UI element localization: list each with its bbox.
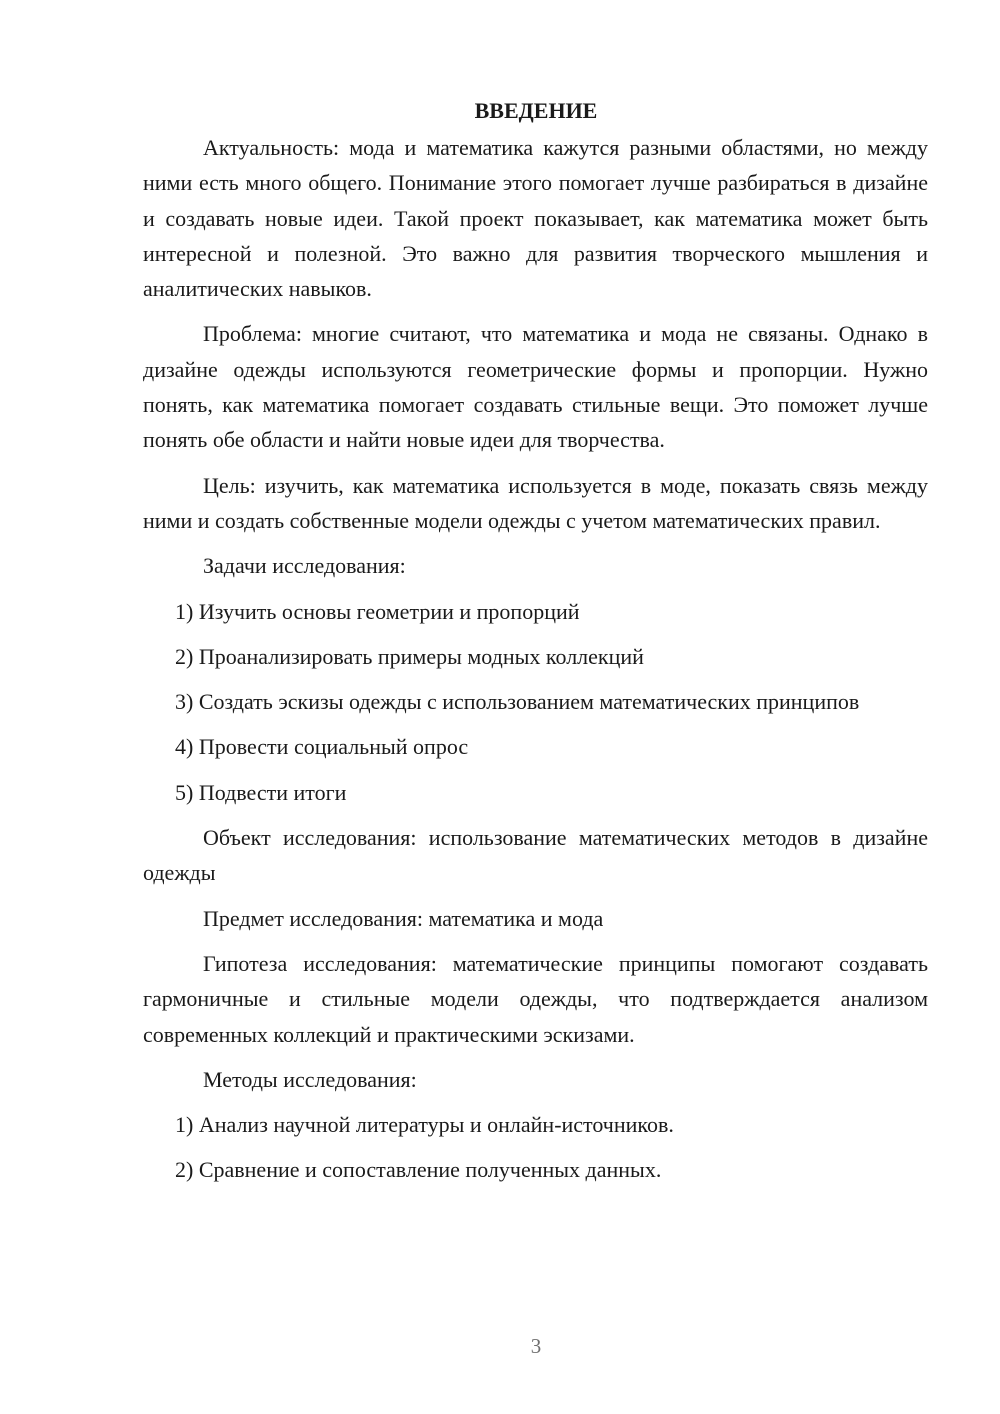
method-item-1: 1) Анализ научной литературы и онлайн-источников. <box>175 1112 674 1138</box>
page-number: 3 <box>530 1334 542 1358</box>
methods-title: Методы исследования: <box>203 1066 417 1092</box>
tasks-title: Задачи исследования: <box>203 553 406 579</box>
task-item-2: 2) Проанализировать примеры модных коллекций <box>175 643 644 669</box>
task-item-4: 4) Провести социальный опрос <box>175 734 469 760</box>
method-item-2: 2) Сравнение и сопоставление полученных данных. <box>175 1157 662 1183</box>
goal-paragraph: Цель: изучить, как математика используется в моде, показать связь между ними и создать собственные модели одежды с учетом математических правил. <box>143 472 928 533</box>
hypothesis-paragraph: Гипотеза исследования: математические принципы помогают создавать гармоничные и стильные модели одежды, что подтверждается анализом современных коллекций и практическими эскизами. <box>143 950 928 1047</box>
subject-paragraph: Предмет исследования: математика и мода <box>203 905 604 931</box>
task-item-3: 3) Создать эскизы одежды с использованием математических принципов <box>175 689 860 715</box>
task-item-5: 5) Подвести итоги <box>175 779 347 805</box>
relevance-paragraph: Актуальность: мода и математика кажутся разными областями, но между ними есть много общего. Понимание этого помогает лучше разбираться в дизайне и создавать новые идеи. Такой проект показывает, как математика может быть интересной и полезной. Это важно для развития творческого мышления и аналитических навыков. <box>143 135 928 302</box>
page-content <box>143 93 928 1198</box>
object-paragraph: Объект исследования: использование математических методов в дизайне одежды <box>143 825 928 886</box>
problem-paragraph: Проблема: многие считают, что математика и мода не связаны. Однако в дизайне одежды используются геометрические формы и пропорции. Нужно понять, как математика помогает создавать стильные вещи. Это поможет лучше понять обе области и найти новые идеи для творчества. <box>143 321 928 453</box>
task-item-1: 1) Изучить основы геометрии и пропорций <box>175 598 580 624</box>
section-heading: ВВЕДЕНИЕ <box>474 98 598 123</box>
